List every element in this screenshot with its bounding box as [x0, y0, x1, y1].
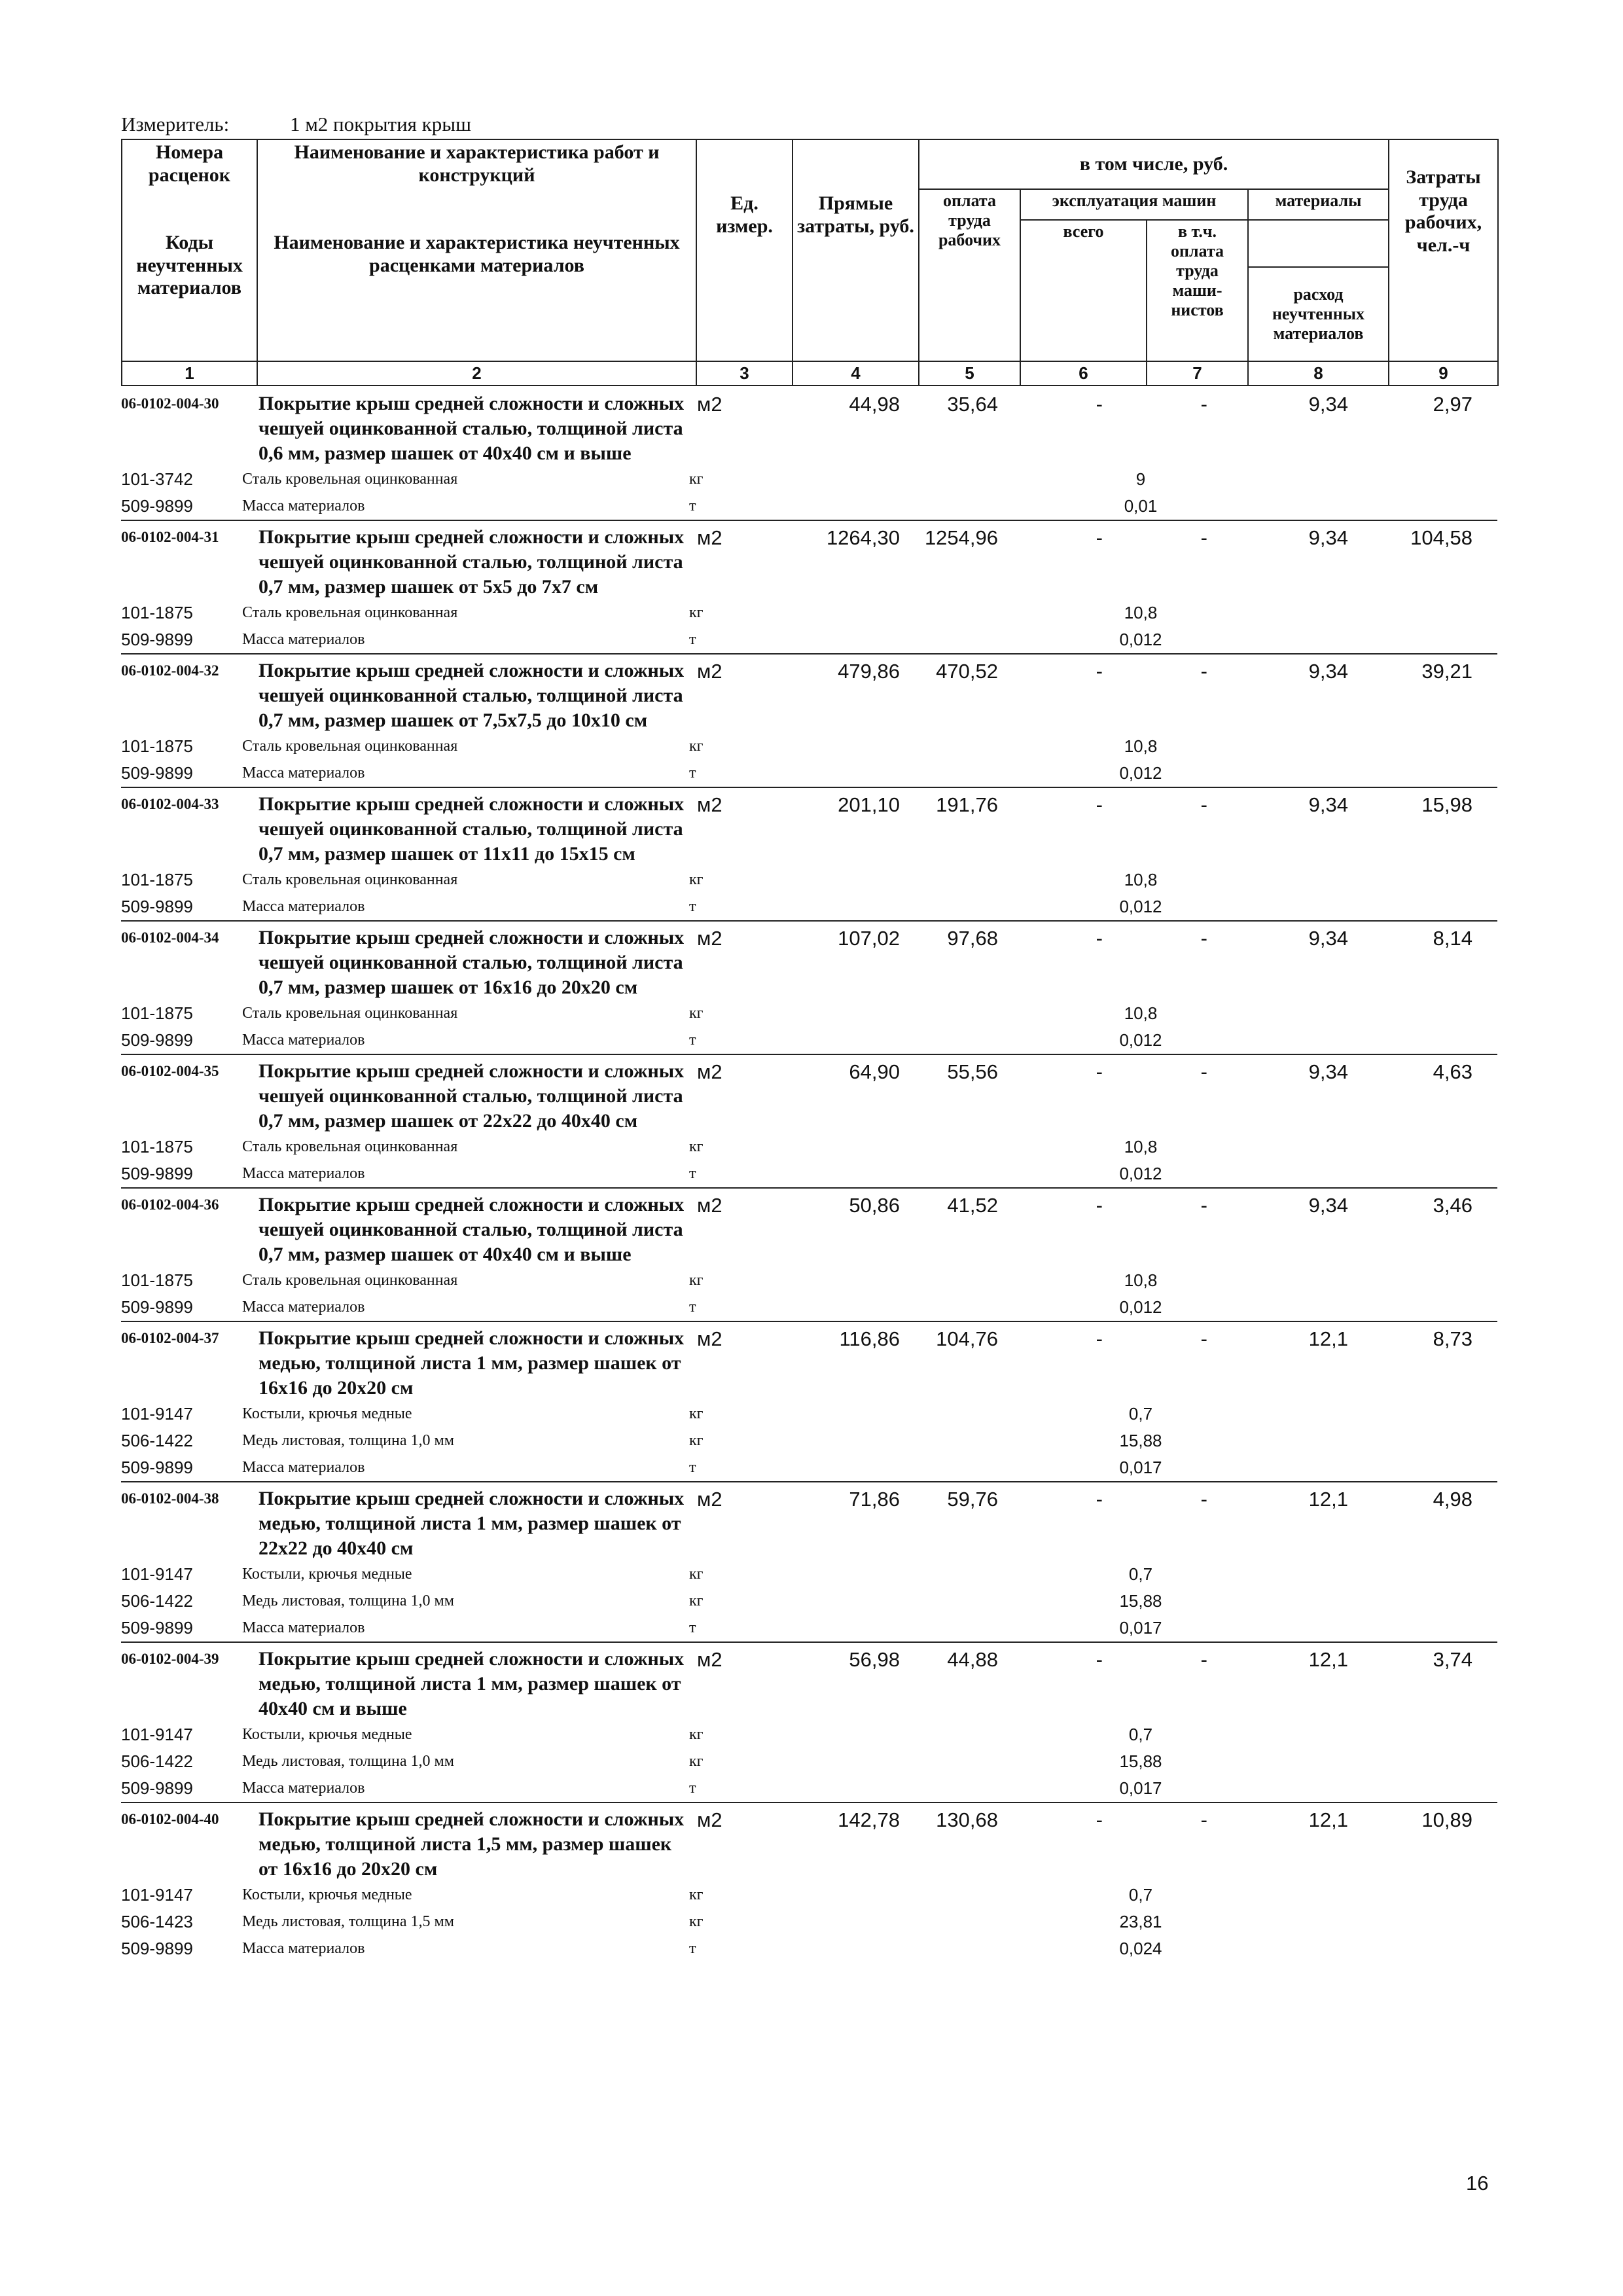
work-unit: м2 [697, 660, 722, 683]
direct-cost: 479,86 [838, 660, 900, 683]
price-entry [121, 1802, 1497, 1962]
labor-hours: 8,73 [1433, 1327, 1472, 1350]
material-name: Костыли, крючья медные [242, 1726, 412, 1743]
hdr-mat-name: Наименование и характеристика неучтенных расценками материалов [257, 220, 696, 361]
direct-cost: 71,86 [849, 1488, 900, 1511]
hdr-machines: эксплуатация машин [1020, 189, 1248, 220]
material-code: 506-1423 [121, 1912, 193, 1931]
work-name: Покрытие крыш средней сложности и сложных чешуей оцинкованной сталью, толщиной листа 0,7 мм, размер шашек от 16х16 до 20х20 см [259, 927, 685, 998]
work-row [121, 387, 1497, 466]
direct-cost: 201,10 [838, 793, 900, 816]
work-name: Покрытие крыш средней сложности и сложных чешуей оцинкованной сталью, толщиной листа 0,7 мм, размер шашек от 40х40 см и выше [259, 1194, 685, 1265]
work-name: Покрытие крыш средней сложности и сложных чешуей оцинкованной сталью, толщиной листа 0,7 мм, размер шашек от 22х22 до 40х40 см [259, 1060, 685, 1132]
work-unit: м2 [697, 1060, 722, 1083]
machinists-pay: - [1200, 793, 1207, 816]
price-entry [121, 1054, 1497, 1187]
col-num-7: 7 [1147, 361, 1248, 386]
work-code: 06-0102-004-34 [121, 929, 219, 946]
material-row [121, 1000, 1497, 1027]
material-name: Медь листовая, толщина 1,0 мм [242, 1753, 454, 1770]
material-name: Костыли, крючья медные [242, 1405, 412, 1422]
materials-cost: 9,34 [1308, 927, 1348, 950]
work-unit: м2 [697, 526, 722, 549]
price-entry [121, 787, 1497, 920]
hdr-materials: материалы [1248, 189, 1389, 220]
material-row [121, 1134, 1497, 1160]
material-unit: кг [689, 471, 704, 488]
labor-pay: 104,76 [936, 1327, 998, 1350]
materials-cost: 9,34 [1308, 393, 1348, 416]
work-unit: м2 [697, 1327, 722, 1350]
labor-hours: 2,97 [1433, 393, 1472, 416]
material-code: 509-9899 [121, 1030, 193, 1050]
meter-line [121, 113, 471, 136]
material-qty: 0,7 [1128, 1404, 1153, 1424]
material-row [121, 1721, 1497, 1748]
material-qty: 0,017 [1119, 1778, 1162, 1798]
material-unit: кг [689, 1005, 704, 1022]
work-name: Покрытие крыш средней сложности и сложных чешуей оцинкованной сталью, толщиной листа 0,6 мм, размер шашек от 40х40 см и выше [259, 393, 685, 464]
material-qty: 0,012 [1119, 630, 1162, 649]
material-qty: 0,012 [1119, 1030, 1162, 1050]
material-code: 509-9899 [121, 1939, 193, 1958]
work-row [121, 1322, 1497, 1401]
machines-total: - [1096, 1327, 1103, 1350]
material-name: Сталь кровельная оцинкованная [242, 871, 458, 888]
material-code: 101-1875 [121, 1137, 193, 1157]
labor-pay: 1254,96 [924, 526, 998, 549]
material-name: Масса материалов [242, 1619, 365, 1636]
price-entry [121, 1321, 1497, 1481]
material-unit: кг [689, 1726, 704, 1743]
material-name: Сталь кровельная оцинкованная [242, 1272, 458, 1289]
col-num-8: 8 [1248, 361, 1389, 386]
labor-hours: 4,63 [1433, 1060, 1472, 1083]
work-name: Покрытие крыш средней сложности и сложных медью, толщиной листа 1,5 мм, размер шашек от 16х16 до 20х20 см [259, 1808, 685, 1880]
hdr-work-name: Наименование и характеристика работ и конструкций [257, 139, 696, 189]
labor-pay: 35,64 [947, 393, 998, 416]
work-code: 06-0102-004-40 [121, 1811, 219, 1827]
material-unit: т [689, 898, 696, 915]
material-name: Сталь кровельная оцинкованная [242, 1138, 458, 1155]
material-code: 101-1875 [121, 603, 193, 622]
material-unit: кг [689, 1138, 704, 1155]
materials-cost: 9,34 [1308, 526, 1348, 549]
work-unit: м2 [697, 1488, 722, 1511]
material-code: 101-1875 [121, 1270, 193, 1290]
work-row [121, 1189, 1497, 1267]
material-unit: кг [689, 871, 704, 888]
labor-pay: 130,68 [936, 1808, 998, 1831]
material-code: 101-9147 [121, 1564, 193, 1584]
material-row [121, 493, 1497, 520]
material-code: 509-9899 [121, 1458, 193, 1477]
material-row [121, 1775, 1497, 1802]
material-qty: 0,7 [1128, 1725, 1153, 1744]
machinists-pay: - [1200, 1488, 1207, 1511]
material-qty: 0,01 [1124, 496, 1158, 516]
material-row [121, 1909, 1497, 1935]
work-code: 06-0102-004-35 [121, 1063, 219, 1079]
labor-pay: 191,76 [936, 793, 998, 816]
material-qty: 0,017 [1119, 1458, 1162, 1477]
material-code: 509-9899 [121, 1297, 193, 1317]
work-unit: м2 [697, 1194, 722, 1217]
material-code: 101-9147 [121, 1404, 193, 1424]
material-name: Масса материалов [242, 497, 365, 514]
machinists-pay: - [1200, 1808, 1207, 1831]
labor-hours: 3,74 [1433, 1648, 1472, 1671]
work-code: 06-0102-004-30 [121, 395, 219, 412]
material-row [121, 1935, 1497, 1962]
price-entry [121, 520, 1497, 653]
material-name: Масса материалов [242, 764, 365, 781]
work-code: 06-0102-004-32 [121, 662, 219, 679]
material-code: 101-9147 [121, 1885, 193, 1905]
machines-total: - [1096, 1808, 1103, 1831]
material-unit: т [689, 1031, 696, 1049]
materials-cost: 12,1 [1308, 1488, 1348, 1511]
material-name: Костыли, крючья медные [242, 1566, 412, 1583]
material-qty: 10,8 [1124, 1137, 1158, 1157]
material-row [121, 1267, 1497, 1294]
meter-label: Измеритель: [121, 113, 230, 135]
work-code: 06-0102-004-33 [121, 796, 219, 812]
materials-cost: 12,1 [1308, 1327, 1348, 1350]
material-row [121, 867, 1497, 893]
material-row [121, 466, 1497, 493]
materials-cost: 9,34 [1308, 660, 1348, 683]
material-qty: 10,8 [1124, 603, 1158, 622]
labor-pay: 97,68 [947, 927, 998, 950]
work-row [121, 1803, 1497, 1882]
material-code: 509-9899 [121, 1778, 193, 1798]
machines-total: - [1096, 526, 1103, 549]
hdr-mat-usage: расход неучтенных материалов [1248, 267, 1389, 361]
material-code: 509-9899 [121, 763, 193, 783]
materials-cost: 9,34 [1308, 1060, 1348, 1083]
col-num-4: 4 [793, 361, 919, 386]
machines-total: - [1096, 393, 1103, 416]
material-unit: т [689, 497, 696, 514]
work-unit: м2 [697, 1808, 722, 1831]
material-qty: 0,012 [1119, 1297, 1162, 1317]
work-code: 06-0102-004-37 [121, 1330, 219, 1346]
direct-cost: 44,98 [849, 393, 900, 416]
labor-pay: 470,52 [936, 660, 998, 683]
machinists-pay: - [1200, 526, 1207, 549]
price-entry [121, 1641, 1497, 1802]
material-row [121, 1294, 1497, 1321]
material-row [121, 1401, 1497, 1427]
material-code: 509-9899 [121, 897, 193, 916]
machinists-pay: - [1200, 927, 1207, 950]
meter-value: 1 м2 покрытия крыш [289, 113, 471, 135]
material-unit: кг [689, 1592, 704, 1609]
material-row [121, 1748, 1497, 1775]
material-unit: кг [689, 1405, 704, 1422]
price-entry [121, 387, 1497, 520]
hdr-numbers: Номера расценок [122, 139, 257, 189]
material-row [121, 626, 1497, 653]
material-qty: 0,012 [1119, 763, 1162, 783]
material-qty: 0,7 [1128, 1564, 1153, 1584]
col-num-2: 2 [257, 361, 696, 386]
material-row [121, 1427, 1497, 1454]
material-qty: 10,8 [1124, 1270, 1158, 1290]
hdr-labor-hours: Затраты труда рабочих, чел.-ч [1389, 139, 1498, 361]
material-unit: кг [689, 1753, 704, 1770]
material-name: Медь листовая, толщина 1,5 мм [242, 1913, 454, 1930]
material-name: Медь листовая, толщина 1,0 мм [242, 1432, 454, 1449]
material-unit: т [689, 1299, 696, 1316]
work-name: Покрытие крыш средней сложности и сложных медью, толщиной листа 1 мм, размер шашек от 16х16 до 20х20 см [259, 1327, 685, 1399]
material-name: Масса материалов [242, 1031, 365, 1049]
machines-total: - [1096, 927, 1103, 950]
material-code: 506-1422 [121, 1591, 193, 1611]
material-qty: 10,8 [1124, 736, 1158, 756]
material-code: 506-1422 [121, 1431, 193, 1450]
price-entry [121, 1481, 1497, 1641]
hdr-labor-pay: оплата труда рабочих [919, 189, 1020, 361]
material-unit: т [689, 1940, 696, 1957]
material-name: Медь листовая, толщина 1,0 мм [242, 1592, 454, 1609]
material-unit: т [689, 764, 696, 781]
work-name: Покрытие крыш средней сложности и сложных чешуей оцинкованной сталью, толщиной листа 0,7 мм, размер шашек от 11х11 до 15х15 см [259, 793, 685, 865]
labor-hours: 104,58 [1410, 526, 1472, 549]
materials-cost: 12,1 [1308, 1808, 1348, 1831]
material-unit: кг [689, 1272, 704, 1289]
work-code: 06-0102-004-38 [121, 1490, 219, 1507]
price-entry [121, 653, 1497, 787]
labor-pay: 59,76 [947, 1488, 998, 1511]
material-name: Сталь кровельная оцинкованная [242, 1005, 458, 1022]
material-code: 506-1422 [121, 1751, 193, 1771]
material-qty: 23,81 [1119, 1912, 1162, 1931]
work-row [121, 1482, 1497, 1561]
material-row [121, 600, 1497, 626]
materials-cost: 9,34 [1308, 793, 1348, 816]
work-name: Покрытие крыш средней сложности и сложных чешуей оцинкованной сталью, толщиной листа 0,7 мм, размер шашек от 5х5 до 7х7 см [259, 526, 685, 598]
material-qty: 15,88 [1119, 1431, 1162, 1450]
material-qty: 9 [1135, 469, 1146, 489]
work-unit: м2 [697, 393, 722, 416]
direct-cost: 107,02 [838, 927, 900, 950]
work-code: 06-0102-004-31 [121, 529, 219, 545]
col-num-6: 6 [1020, 361, 1147, 386]
material-code: 101-1875 [121, 1003, 193, 1023]
material-unit: кг [689, 738, 704, 755]
hdr-direct: Прямые затраты, руб. [793, 139, 919, 361]
hdr-incl: в том числе, руб. [919, 139, 1389, 189]
machines-total: - [1096, 1488, 1103, 1511]
machines-total: - [1096, 1648, 1103, 1671]
material-unit: кг [689, 1913, 704, 1930]
material-name: Сталь кровельная оцинкованная [242, 738, 458, 755]
labor-pay: 44,88 [947, 1648, 998, 1671]
work-row [121, 1055, 1497, 1134]
material-qty: 0,012 [1119, 897, 1162, 916]
material-row [121, 1027, 1497, 1054]
work-unit: м2 [697, 927, 722, 950]
labor-hours: 15,98 [1421, 793, 1472, 816]
col-num-1: 1 [122, 361, 257, 386]
work-unit: м2 [697, 1648, 722, 1671]
hdr-codes: Коды неучтенных материалов [122, 220, 257, 361]
material-qty: 10,8 [1124, 870, 1158, 889]
material-name: Сталь кровельная оцинкованная [242, 471, 458, 488]
machines-total: - [1096, 1060, 1103, 1083]
work-row [121, 655, 1497, 733]
direct-cost: 116,86 [839, 1327, 900, 1350]
price-entry [121, 1187, 1497, 1321]
material-unit: т [689, 1619, 696, 1636]
direct-cost: 56,98 [849, 1648, 900, 1671]
work-code: 06-0102-004-36 [121, 1196, 219, 1213]
work-row [121, 788, 1497, 867]
material-qty: 0,012 [1119, 1164, 1162, 1183]
material-name: Сталь кровельная оцинкованная [242, 604, 458, 621]
material-qty: 0,024 [1119, 1939, 1162, 1958]
work-row [121, 521, 1497, 600]
material-unit: т [689, 1165, 696, 1182]
labor-hours: 10,89 [1421, 1808, 1472, 1831]
machinists-pay: - [1200, 1194, 1207, 1217]
col-num-9: 9 [1389, 361, 1498, 386]
labor-hours: 4,98 [1433, 1488, 1472, 1511]
hdr-unit: Ед. измер. [696, 139, 793, 361]
price-entry [121, 920, 1497, 1054]
material-code: 509-9899 [121, 496, 193, 516]
material-row [121, 1454, 1497, 1481]
material-row [121, 1561, 1497, 1588]
machines-total: - [1096, 1194, 1103, 1217]
material-row [121, 1882, 1497, 1909]
entries-list [121, 387, 1497, 1962]
material-row [121, 1588, 1497, 1615]
direct-cost: 64,90 [849, 1060, 900, 1083]
materials-cost: 12,1 [1308, 1648, 1348, 1671]
material-code: 509-9899 [121, 1618, 193, 1638]
material-unit: т [689, 1459, 696, 1476]
material-qty: 15,88 [1119, 1751, 1162, 1771]
labor-hours: 39,21 [1421, 660, 1472, 683]
work-row [121, 1643, 1497, 1721]
machines-total: - [1096, 793, 1103, 816]
machinists-pay: - [1200, 1648, 1207, 1671]
material-qty: 10,8 [1124, 1003, 1158, 1023]
material-unit: кг [689, 1566, 704, 1583]
material-code: 101-9147 [121, 1725, 193, 1744]
work-code: 06-0102-004-39 [121, 1651, 219, 1667]
labor-hours: 3,46 [1433, 1194, 1472, 1217]
work-unit: м2 [697, 793, 722, 816]
material-row [121, 1160, 1497, 1187]
material-unit: кг [689, 1886, 704, 1903]
material-qty: 15,88 [1119, 1591, 1162, 1611]
material-row [121, 893, 1497, 920]
material-name: Масса материалов [242, 1459, 365, 1476]
material-qty: 0,017 [1119, 1618, 1162, 1638]
material-name: Масса материалов [242, 1940, 365, 1957]
direct-cost: 50,86 [849, 1194, 900, 1217]
machinists-pay: - [1200, 660, 1207, 683]
machinists-pay: - [1200, 1060, 1207, 1083]
labor-hours: 8,14 [1433, 927, 1472, 950]
material-name: Масса материалов [242, 631, 365, 648]
material-row [121, 1615, 1497, 1641]
materials-cost: 9,34 [1308, 1194, 1348, 1217]
material-code: 101-3742 [121, 469, 193, 489]
material-unit: кг [689, 1432, 704, 1449]
hdr-mach-labor: в т.ч. оплата труда маши-нистов [1147, 220, 1248, 361]
material-code: 101-1875 [121, 736, 193, 756]
material-row [121, 760, 1497, 787]
work-row [121, 922, 1497, 1000]
material-code: 101-1875 [121, 870, 193, 889]
material-name: Масса материалов [242, 1299, 365, 1316]
work-name: Покрытие крыш средней сложности и сложных медью, толщиной листа 1 мм, размер шашек от 22х22 до 40х40 см [259, 1488, 685, 1559]
machinists-pay: - [1200, 393, 1207, 416]
machines-total: - [1096, 660, 1103, 683]
page-number: 16 [1466, 2172, 1489, 2195]
material-code: 509-9899 [121, 1164, 193, 1183]
material-unit: т [689, 1780, 696, 1797]
material-unit: т [689, 631, 696, 648]
material-name: Костыли, крючья медные [242, 1886, 412, 1903]
material-unit: кг [689, 604, 704, 621]
direct-cost: 142,78 [838, 1808, 900, 1831]
col-num-3: 3 [696, 361, 793, 386]
material-row [121, 733, 1497, 760]
hdr-mach-total: всего [1020, 220, 1147, 361]
header-table [121, 139, 1499, 386]
labor-pay: 41,52 [947, 1194, 998, 1217]
material-qty: 0,7 [1128, 1885, 1153, 1905]
material-name: Масса материалов [242, 898, 365, 915]
machinists-pay: - [1200, 1327, 1207, 1350]
labor-pay: 55,56 [947, 1060, 998, 1083]
direct-cost: 1264,30 [826, 526, 900, 549]
work-name: Покрытие крыш средней сложности и сложных медью, толщиной листа 1 мм, размер шашек от 40х40 см и выше [259, 1648, 685, 1719]
material-name: Масса материалов [242, 1780, 365, 1797]
work-name: Покрытие крыш средней сложности и сложных чешуей оцинкованной сталью, толщиной листа 0,7 мм, размер шашек от 7,5х7,5 до 10х10 см [259, 660, 685, 731]
material-name: Масса материалов [242, 1165, 365, 1182]
material-code: 509-9899 [121, 630, 193, 649]
col-num-5: 5 [919, 361, 1020, 386]
